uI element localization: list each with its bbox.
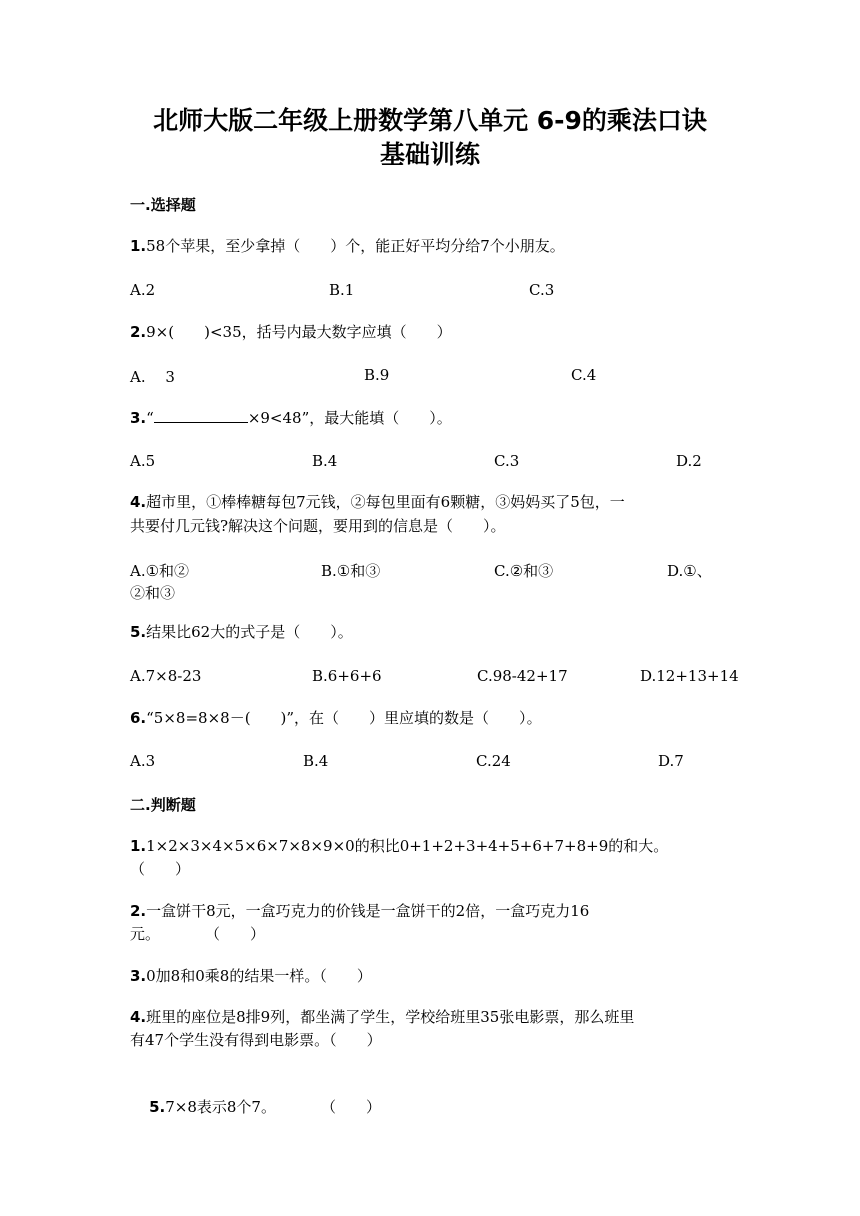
question-number: 4.	[130, 1008, 147, 1026]
page-title: 北师大版二年级上册数学第八单元 6-9的乘法口诀	[153, 106, 707, 135]
option-a: A.2	[130, 281, 156, 299]
question-text: 超市里，①棒棒糖每包7元钱，②每包里面有6颗糖，③妈妈买了5包，一	[146, 493, 625, 511]
question-text: “5×8=8×8－( )”，在（ ）里应填的数是（ ）。	[146, 709, 542, 727]
judge-question-4	[130, 1005, 730, 1030]
question-number: 5.	[130, 623, 147, 641]
question-number: 3.	[130, 409, 147, 427]
choice-question-6	[130, 706, 730, 731]
option-c: C.3	[529, 281, 555, 299]
question-number: 6.	[130, 709, 147, 727]
question-text: 班里的座位是8排9列，都坐满了学生，学校给班里35张电影票，那么班里	[146, 1008, 635, 1026]
option-c: C.24	[476, 752, 511, 770]
option-c: C.98-42+17	[477, 667, 568, 685]
question-text: 7×8表示8个7。 （ ）	[165, 1098, 381, 1116]
judge-question-2	[130, 899, 730, 924]
option-b: B.4	[303, 752, 329, 770]
question-number: 1.	[130, 837, 147, 855]
judge-question-3	[130, 964, 730, 989]
judge-question-4-line2: 有47个学生没有得到电影票。（ ）	[130, 1031, 382, 1049]
choice-question-4	[130, 490, 730, 515]
option-b: B.4	[312, 452, 338, 470]
option-b: B.9	[364, 366, 390, 384]
page-subtitle: 基础训练	[379, 140, 480, 169]
question-number: 2.	[130, 323, 147, 341]
question-text: 结果比62大的式子是（ ）。	[146, 623, 353, 641]
option-d: D.12+13+14	[640, 667, 739, 685]
question-text: 9×( )<35，括号内最大数字应填（ ）	[146, 323, 452, 341]
judge-question-1-line2: （ ）	[130, 860, 191, 878]
option-c: C.②和③	[494, 562, 554, 580]
option-a: A.①和②	[130, 562, 190, 580]
option-d: D.①、	[667, 562, 712, 580]
question-number: 5.	[149, 1098, 166, 1116]
judge-question-1	[130, 834, 730, 859]
choice-question-2	[130, 320, 730, 345]
option-d-continued: ②和③	[130, 584, 176, 602]
option-c: C.3	[494, 452, 520, 470]
question-number: 2.	[130, 902, 147, 920]
choice-question-4-line2: 共要付几元钱?解决这个问题，要用到的信息是（ ）。	[130, 517, 506, 535]
section-heading-judge: 二.判断题	[130, 796, 196, 814]
question-text: 1×2×3×4×5×6×7×8×9×0的积比0+1+2+3+4+5+6+7+8+9的和大。	[146, 837, 669, 855]
option-a: A. 3	[130, 368, 175, 386]
option-a: A.7×8-23	[130, 667, 202, 685]
option-b: B.6+6+6	[312, 667, 382, 685]
option-a: A.3	[130, 752, 156, 770]
question-text-after: ×9<48”，最大能填（ ）。	[247, 409, 452, 427]
question-text: 58个苹果，至少拿掉（ ）个，能正好平均分给7个小朋友。	[146, 237, 565, 255]
question-number: 1.	[130, 237, 147, 255]
section-heading-choice: 一.选择题	[130, 196, 196, 214]
option-c: C.4	[571, 366, 597, 384]
answer-blank	[154, 408, 248, 423]
question-text-before: “	[146, 409, 154, 427]
question-number: 3.	[130, 967, 147, 985]
choice-question-5	[130, 620, 730, 645]
option-a: A.5	[130, 452, 156, 470]
option-b: B.1	[329, 281, 355, 299]
judge-question-5	[130, 1070, 730, 1145]
choice-question-3	[130, 406, 730, 431]
option-b: B.①和③	[321, 562, 381, 580]
question-number: 4.	[130, 493, 147, 511]
option-d: D.7	[658, 752, 684, 770]
question-text: 0加8和0乘8的结果一样。（ ）	[146, 967, 372, 985]
judge-question-2-line2: 元。 （ ）	[130, 925, 266, 943]
option-d: D.2	[676, 452, 702, 470]
choice-question-1	[130, 234, 730, 259]
question-text: 一盒饼干8元，一盒巧克力的价钱是一盒饼干的2倍，一盒巧克力16	[146, 902, 590, 920]
